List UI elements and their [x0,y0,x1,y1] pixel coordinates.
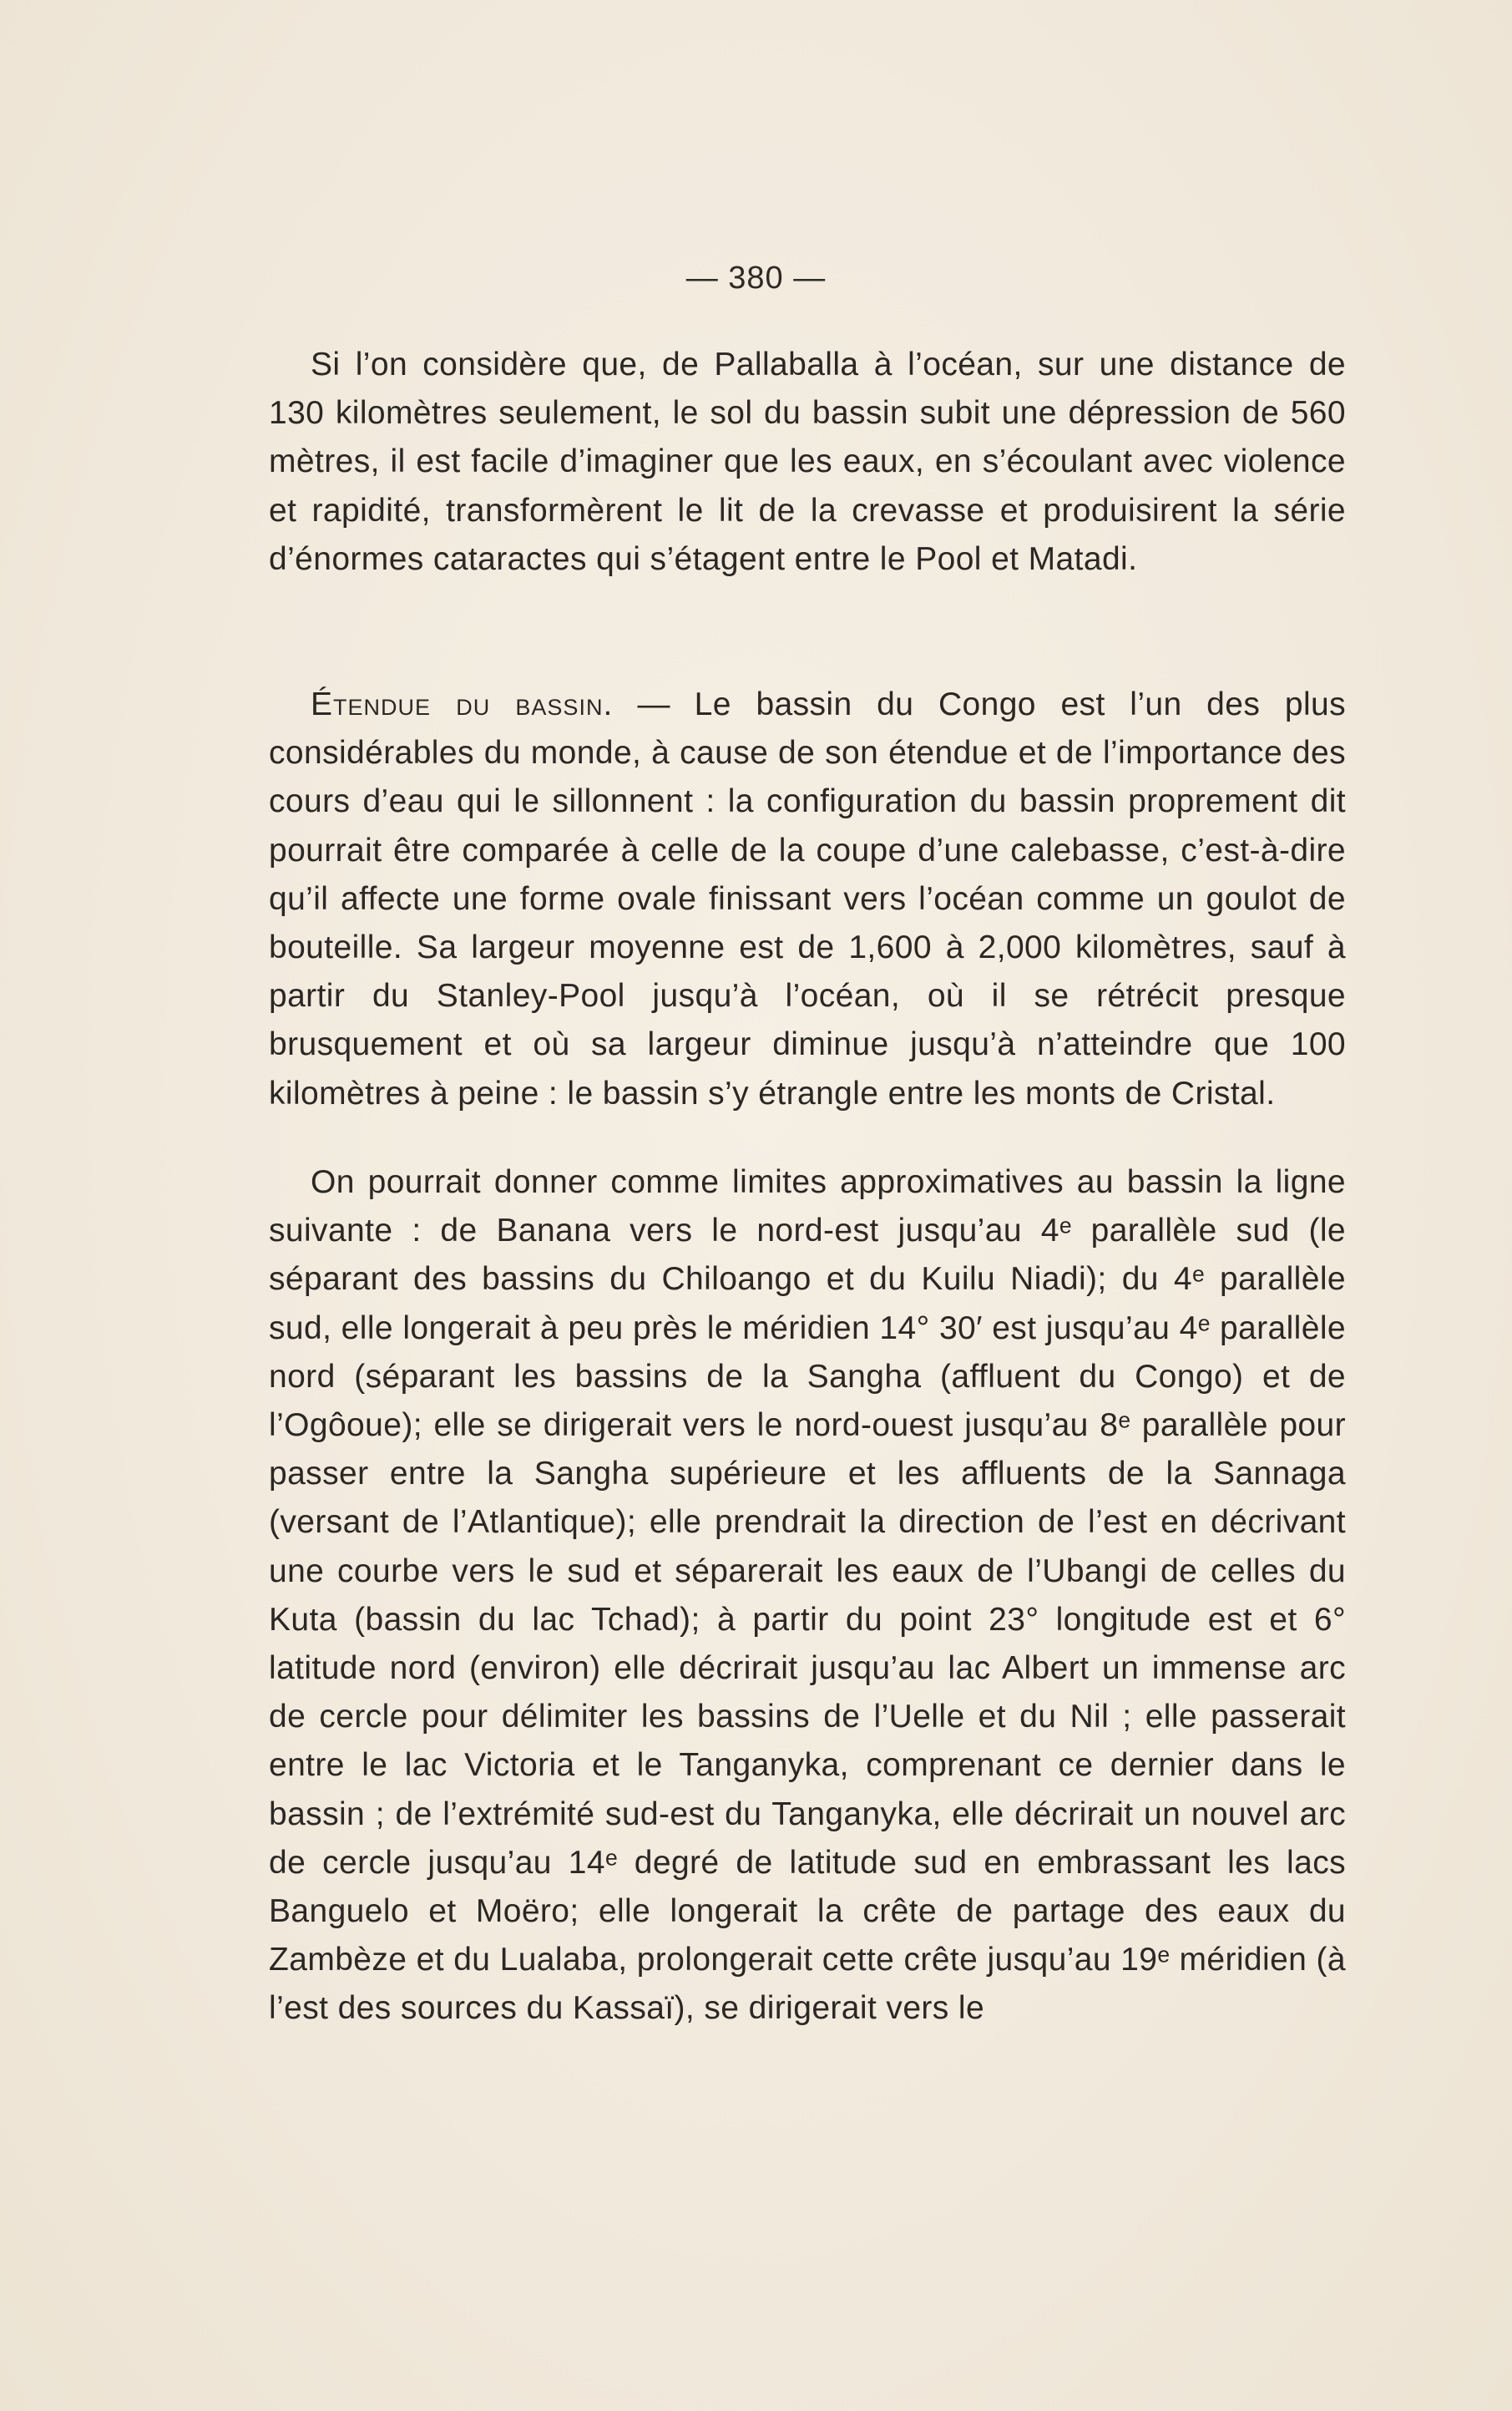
paragraph-text: On pourrait donner comme limites approximatives au bassin la ligne suivante : de Banana vers le nord-est jusqu’au 4ᵉ parallèle sud (le séparant des bassins du Chiloango et du Kuilu Niadi); du 4ᵉ parallèle sud, elle longerait à peu près le méridien 14° 30′ est jusqu’au 4ᵉ parallèle nord (séparant les bassins de la Sangha (affluent du Congo) et de l’Ogôoue); elle se dirigerait vers le nord-ouest jusqu’au 8ᵉ parallèle pour passer entre la Sangha supérieure et les affluents de la Sannaga (versant de l’Atlantique); elle prendrait la direction de l’est en décrivant une courbe vers le sud et séparerait les eaux de l’Ubangi de celles du Kuta (bassin du lac Tchad); à partir du point 23° longitude est et 6° latitude nord (environ) elle décrirait jusqu’au lac Albert un immense arc de cercle pour délimiter les bassins de l’Uelle et du Nil ; elle passerait entre le lac Victoria et le Tanganyka, comprenant ce dernier dans le bassin ; de l’extrémité sud-est du Tanganyka, elle décrirait un nouvel arc de cercle jusqu’au 14ᵉ degré de latitude sud en embrassant les lacs Banguelo et Moëro; elle longerait la crête de partage des eaux du Zambèze et du Lualaba, prolongerait cette crête jusqu’au 19ᵉ méridien (à l’est des sources du Kassaï), se dirigerait vers le [269,1164,1346,2027]
page-number: — 380 — [685,261,827,296]
paragraph-3 [269,1158,1346,2034]
section-heading: Étendue du bassin. [311,686,614,722]
paragraph-text [269,681,1346,1118]
paragraph-2 [269,681,1346,1118]
paragraph-body: Le bassin du Congo est l’un des plus considérables du monde, à cause de son étendue et de l’importance des cours d’eau qui le sillonnent : la configuration du bassin proprement dit pourrait être comparée à celle de la coupe d’une calebasse, c’est-à-dire qu’il affecte une forme ovale finissant vers l’océan comme un goulot de bouteille. Sa largeur moyenne est de 1,600 à 2,000 kilomètres, sauf à partir du Stanley-Pool jusqu’à l’océan, où il se rétrécit presque brusquement et où sa largeur diminue jusqu’à n’atteindre que 100 kilomètres à peine : le bassin s’y étrangle entre les monts de Cristal. [269,686,1347,1112]
paragraph-text: Si l’on considère que, de Pallaballa à l’océan, sur une distance de 130 kilomètres seulement, le sol du bassin subit une dépression de 560 mètres, il est facile d’imaginer que les eaux, en s’écoulant avec violence et rapidité, transformèrent le lit de la crevasse et produisirent la série d’énormes cataractes qui s’étagent entre le Pool et Matadi. [269,347,1346,577]
paragraph-1 [269,341,1346,584]
heading-dash: — [613,686,695,722]
